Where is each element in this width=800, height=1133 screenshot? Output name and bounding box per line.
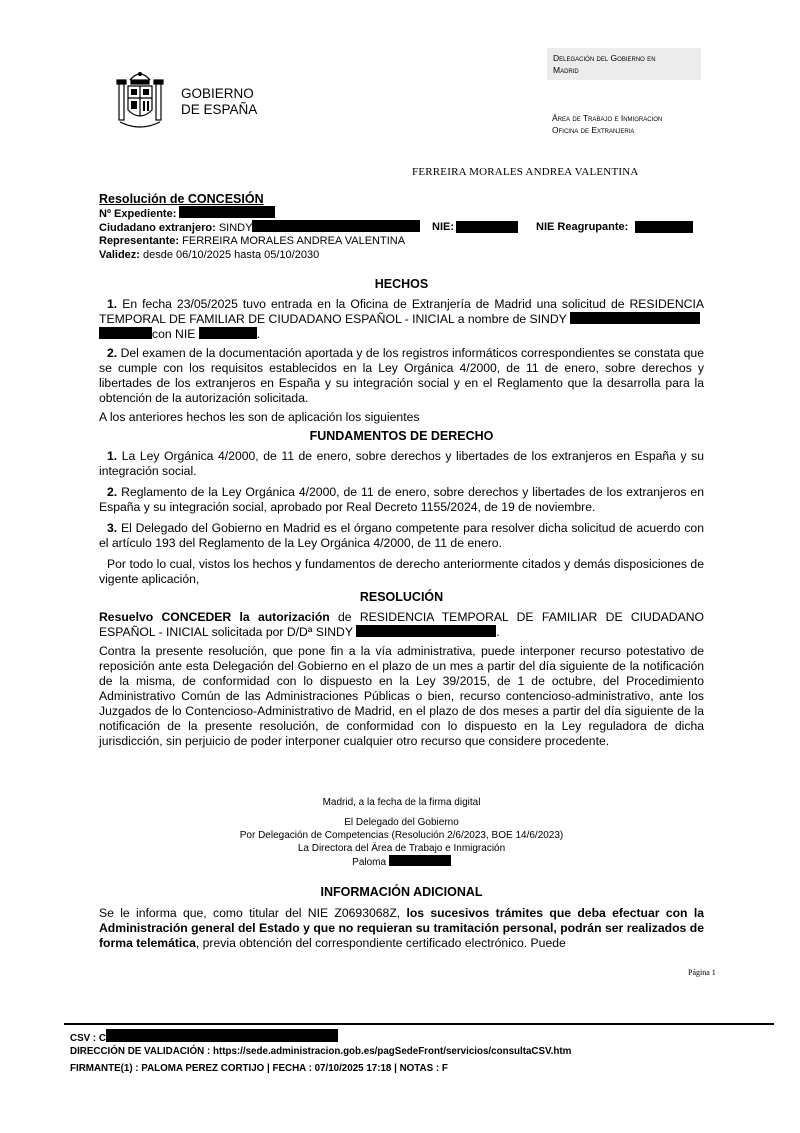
signature-cargo: El Delegado del Gobierno <box>344 817 459 828</box>
fundamentos-heading: FUNDAMENTOS DE DERECHO <box>309 429 494 443</box>
representante-value: FERREIRA MORALES ANDREA VALENTINA <box>182 235 406 247</box>
hechos-paragraph-1: 1. En fecha 23/05/2025 tuvo entrada en la Oficina de Extranjería de Madrid una solicitud de RESIDENCIA TEMPORAL DE FAMILIAR DE CIUDADANO ESPAÑOL - INICIAL a nombre de SINDY con NIE . <box>99 297 704 341</box>
resolution-title: Resolución de CONCESIÓN <box>99 192 264 206</box>
resolucion-heading: RESOLUCIÓN <box>359 590 444 604</box>
delegacion-line-1: Delegación del Gobierno en <box>553 53 656 63</box>
fundamento-3: 3. El Delegado del Gobierno en Madrid es el órgano competente para resolver dicha solicitud de acuerdo con el artículo 193 del Reglamento de la Ley Orgánica 4/2000, de 11 de enero. <box>99 521 704 550</box>
redacted-expediente <box>179 206 275 218</box>
nie-label: NIE: <box>432 221 454 233</box>
redacted-ciudadano <box>252 220 420 232</box>
info-heading: INFORMACIÓN ADICIONAL <box>320 885 483 899</box>
resolucion-paragraph: Resuelvo CONCEDER la autorización de RESIDENCIA TEMPORAL DE FAMILIAR DE CIUDADANO ESPAÑOL - INICIAL solicitada por D/Dª SINDY . <box>99 610 704 639</box>
area-line-1: Área de Trabajo e Inmigracion <box>552 113 663 123</box>
hechos-closing: A los anteriores hechos les son de aplicación los siguientes <box>99 410 420 424</box>
page-number: Página 1 <box>688 968 716 977</box>
signature-delegacion: Por Delegación de Competencias (Resolución 2/6/2023, BOE 14/6/2023) <box>239 830 564 841</box>
csv-line: CSV : C <box>70 1029 338 1044</box>
redacted-name-2 <box>99 327 152 339</box>
representante-label: Representante: <box>99 235 180 247</box>
redacted-name-3 <box>356 625 496 637</box>
redacted-csv <box>106 1029 338 1042</box>
validation-url: DIRECCIÓN DE VALIDACIÓN : https://sede.administracion.gob.es/pagSedeFront/servicios/consultaCSV.htm <box>70 1046 572 1057</box>
gobierno-de-espana-label <box>181 86 257 118</box>
document-body <box>99 277 704 749</box>
validez-value: desde 06/10/2025 hasta 05/10/2030 <box>143 249 320 261</box>
nie-reagrupante-label: NIE Reagrupante: <box>536 221 629 233</box>
resolution-meta <box>99 192 629 262</box>
signature-nombre: Paloma <box>99 855 704 869</box>
gov-line-2: DE ESPAÑA <box>181 102 258 117</box>
ciudadano-label: Ciudadano extranjero: <box>99 222 216 234</box>
area-label <box>552 112 662 136</box>
redacted-nie-reagrupante <box>635 221 693 233</box>
delegacion-box <box>547 48 701 80</box>
validez-label: Validez: <box>99 249 140 261</box>
area-line-2: Oficina de Extranjeria <box>552 125 635 135</box>
signature-lugar: Madrid, a la fecha de la firma digital <box>322 797 481 808</box>
expediente-label: Nº Expediente: <box>99 208 177 220</box>
delegacion-line-2: Madrid <box>553 65 579 75</box>
redacted-surname <box>389 855 451 866</box>
recipient-name: FERREIRA MORALES ANDREA VALENTINA <box>412 166 639 178</box>
redacted-name <box>570 312 700 324</box>
signature-directora: La Directora del Área de Trabajo e Inmigración <box>297 843 506 854</box>
info-paragraph: Se le informa que, como titular del NIE Z0693068Z, los sucesivos trámites que deba efectuar con la Administración general del Estado y que no requieran su tramitación personal, podrán ser realizados de forma telemática, previa obtención del correspondiente certificado electrónico. Puede <box>99 906 704 950</box>
info-section <box>99 885 704 951</box>
firmante-line: FIRMANTE(1) : PALOMA PEREZ CORTIJO | FECHA : 07/10/2025 17:18 | NOTAS : F <box>70 1063 448 1074</box>
recurso-paragraph: Contra la presente resolución, que pone fin a la vía administrativa, puede interponer recurso potestativo de reposición ante esta Delegación del Gobierno en el plazo de un mes a partir del día siguiente de la notificación de la misma, de conformidad con lo dispuesto en la Ley 39/2015, de 1 de octubre, del Procedimiento Administrativo Común de las Administraciones Públicas o bien, recurso contencioso-administrativo, ante los Juzgados de lo Contencioso-Administrativo de Madrid, en el plazo de dos meses a partir del día siguiente de la notificación de la presente resolución, de conformidad con lo dispuesto en la Ley reguladora de dicha jurisdicción, sin perjuicio de poder interponer cualquier otro recurso que considere procedente. <box>99 644 704 748</box>
ciudadano-value: SINDY <box>218 222 253 234</box>
redacted-nie <box>456 221 518 233</box>
redacted-nie-2 <box>199 327 257 339</box>
gov-line-1: GOBIERNO <box>181 86 254 101</box>
hechos-paragraph-2: 2. Del examen de la documentación aportada y de los registros informáticos correspondientes se constata que se cumple con los requisitos establecidos en la Ley Orgánica 4/2000, de 11 de enero, sobre derechos y libertades de los extranjeros en España y su integración social y en el Reglamento que la desarrolla para la obtención de la autorización solicitada. <box>99 346 704 405</box>
footer-divider <box>64 1023 774 1025</box>
coat-of-arms-logo <box>116 66 164 134</box>
fundamento-2: 2. Reglamento de la Ley Orgánica 4/2000, de 11 de enero, sobre derechos y libertades de los extranjeros en España y su integración social, aprobado por Real Decreto 1155/2024, de 19 de noviembre. <box>99 485 704 514</box>
fundamento-1: 1. La Ley Orgánica 4/2000, de 11 de enero, sobre derechos y libertades de los extranjeros en España y su integración social. <box>99 449 704 478</box>
signature-block <box>99 816 704 869</box>
hechos-heading: HECHOS <box>374 277 429 291</box>
fundamentos-closing: Por todo lo cual, vistos los hechos y fundamentos de derecho anteriormente citados y demás disposiciones de vigente aplicación, <box>99 557 704 586</box>
